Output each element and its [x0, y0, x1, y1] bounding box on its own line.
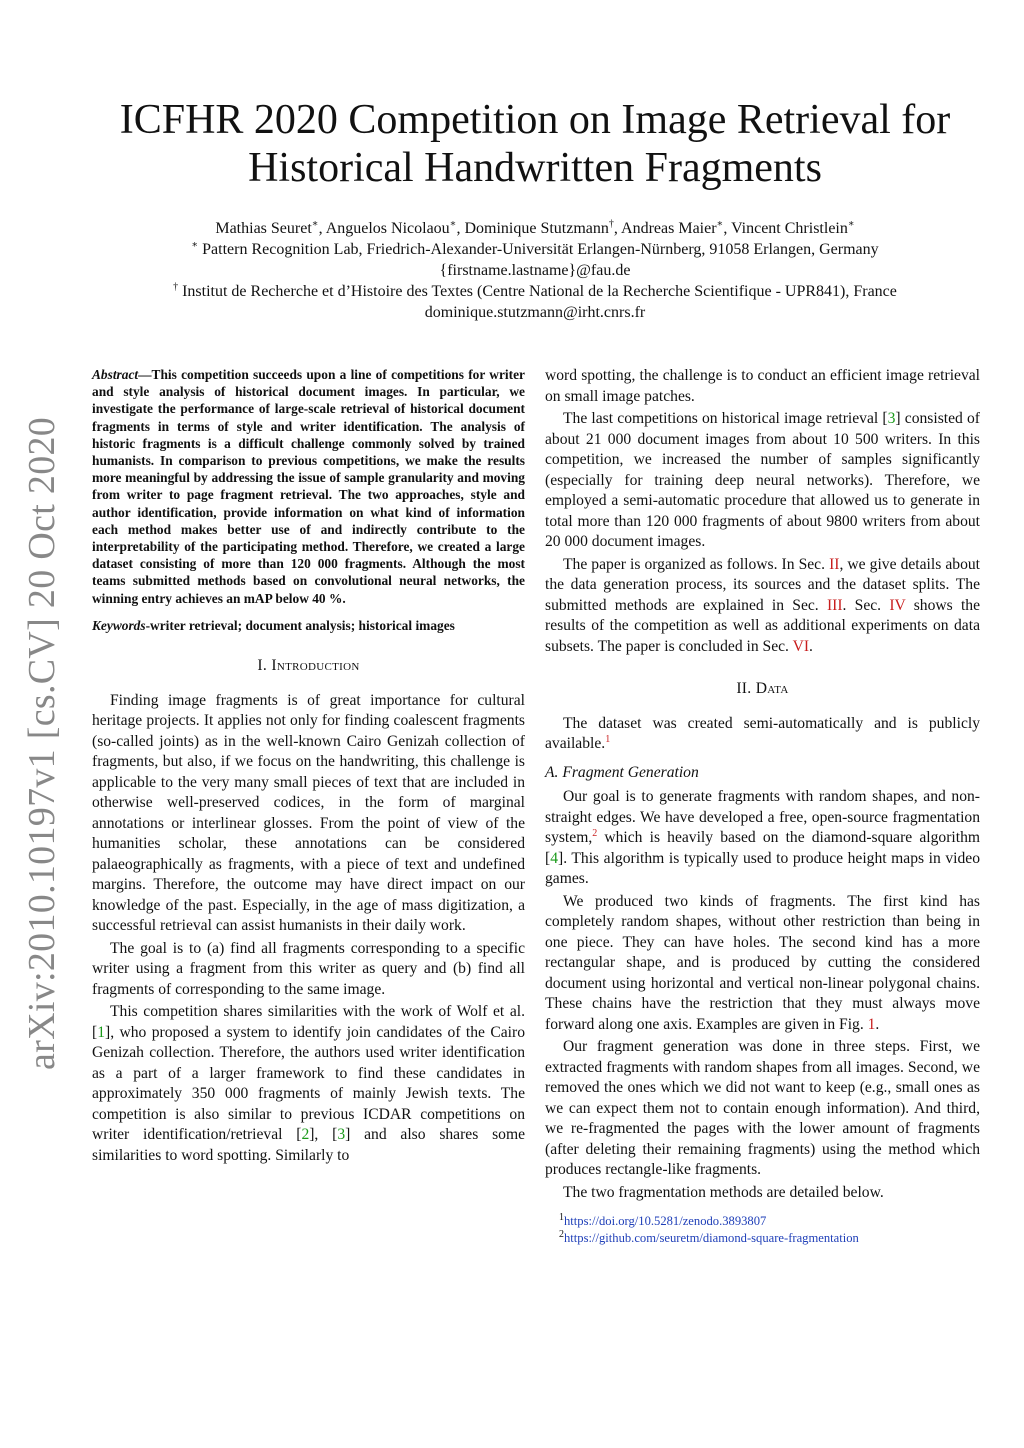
section-link[interactable]: III [826, 596, 843, 614]
footnote-link[interactable]: 2 [592, 827, 598, 839]
author-name: Vincent Christlein [731, 220, 848, 237]
footnotes [545, 1213, 980, 1247]
title-line-1: ICFHR 2020 Competition on Image Retrieval for [119, 97, 951, 143]
author-name: Anguelos Nicolaou [325, 220, 450, 237]
subsection-heading-fragment-generation: A. Fragment Generation [545, 763, 699, 781]
author-list: Mathias Seuret∗, Anguelos Nicolaou∗, Dominique Stutzmann†, Andreas Maier∗, Vincent Christlein∗ [215, 218, 855, 237]
paragraph: The dataset was created semi-automatically and is publicly available.$^1$ [545, 714, 980, 752]
title-line-2: Historical Handwritten Fragments [248, 145, 822, 191]
section-link[interactable]: VI [792, 637, 810, 655]
arxiv-identifier: arXiv:2010.10197v1 [cs.CV] 20 Oct 2020 [21, 416, 63, 1070]
footnote-url-link[interactable]: https://doi.org/10.5281/zenodo.3893807 [564, 1214, 767, 1228]
paragraph: Our goal is to generate fragments with random shapes, and non-straight edges. We have developed a free, open-source fragmentation system,$^2$ which is heavily based on the diamond-square algorithm [4]. This algorithm is typically used to produce height maps in video games. [545, 788, 980, 887]
footnote-link[interactable]: 1 [605, 733, 611, 745]
section-link[interactable]: II [829, 555, 840, 573]
abstract-label: Abstract [92, 367, 139, 382]
citation-link[interactable]: 3 [887, 410, 896, 427]
abstract: Abstract—This competition succeeds upon a line of competitions for writer and style analysis of historical document images. In particular, we investigate the performance of large-scale retrieval of historical document fragments in terms of style and writer identification. The analysis of historic fragments is a difficult challenge commonly solved by trained humanists. In comparison to previous competitions, we make the results more meaningful by addressing the issue of sample granularity and moving from writer to page fragment retrieval. The two approaches, style and author identification, provide information on what kind of information each method makes better use of and indirectly contribute to the interpretability of the participating method. Therefore, we created a large dataset consisting of more than 120 000 fragments. Although the most teams submitted methods based on convolutional neural networks, the winning entry achieves an mAP below 40 %. [92, 367, 525, 606]
paper-title [80, 96, 990, 192]
keywords-label: Keywords [92, 617, 146, 633]
footnote-1: $^1$https://doi.org/10.5281/zenodo.3893807 [559, 1211, 767, 1228]
paragraph: We produced two kinds of fragments. The first kind has completely random shapes, without other restriction than being in one piece. They can have holes. The second kind has a more rectangular shape, and is produced by cutting the considered document using horizontal and vertical non-linear polygonal chains. These chains have the restriction that they must always move forward along one axis. Examples are given in Fig. 1. [545, 892, 980, 1033]
citation-link[interactable]: 4 [550, 849, 558, 867]
footnote-url-link[interactable]: https://github.com/seuretm/diamond-square-fragmentation [564, 1231, 859, 1245]
paragraph: The goal is to (a) find all fragments corresponding to a specific writer using a fragment from this writer as query and (b) find all fragments of corresponding to the same image. [92, 939, 525, 998]
paragraph: Finding image fragments is of great importance for cultural heritage projects. It applies not only for finding coalescent fragments (so-called joints) as in the well-known Cairo Genizah collection of fragments, but also, if we focus on the handwriting, this challenge is applicable to the very many small pieces of text that are included in otherwise well-preserved codices, in the form of marginal annotations or interlinear glosses. From the point of view of the humanities scholar, these annotations can be considered palaeographically as fragments, with a piece of text and undefined margins. Therefore, the outcome may have direct impact on our knowledge of the past. Especially, in the age of mass digitization, a successful retrieval can assist humanists in their daily work. [92, 691, 525, 935]
citation-link[interactable]: 1 [97, 1023, 105, 1041]
paragraph: The last competitions on historical image retrieval [3] consisted of about 21 000 document images from about 10 500 writers. In this competition, we increased the number of samples significantly (especially for training deep neural networks). Therefore, we employed a semi-automatic procedure that allowed us to generate in total more than 120 000 fragments of about 9800 writers from about 20 000 document images. [545, 410, 980, 550]
affiliation-2: † Institut de Recherche et d’Histoire des Textes (Centre National de la Recherche Scientifique - UPR841), France [173, 281, 897, 300]
keywords [92, 617, 525, 634]
author-block [90, 218, 980, 323]
abstract-text: This competition succeeds upon a line of competitions for writer and style analysis of historical document images. In particular, we investigate the performance of large-scale retrieval of historical document fragments in terms of style and writer identification. The analysis of historic fragments is a difficult challenge commonly solved by trained humanists. In comparison to previous competitions, we make the results more meaningful by addressing the issue of sample granularity and moving from writer to page fragment retrieval. The two approaches, style and author identification, provide information on what kind of information each method makes better use of and indirectly contribute to the interpretability of the participating method. Therefore, we created a large dataset consisting of more than 120 000 fragments. Although the most teams submitted methods based on convolutional neural networks, the winning entry achieves an mAP below 40 %. [92, 367, 525, 606]
section-heading-data: II. Data [736, 680, 789, 697]
figure-link[interactable]: 1 [867, 1015, 876, 1033]
paragraph: The paper is organized as follows. In Sec. II, we give details about the data generation process, its sources and the dataset splits. The submitted methods are explained in Sec. III. Sec. IV shows the results of the competition as well as additional experiments on data subsets. The paper is concluded in Sec. VI. [545, 555, 981, 655]
keywords-text: -writer retrieval; document analysis; historical images [145, 617, 455, 633]
paragraph: The two fragmentation methods are detailed below. [563, 1183, 884, 1201]
paragraph: word spotting, the challenge is to conduct an efficient image retrieval on small image patches. [545, 367, 980, 405]
footnote-2: $^2$https://github.com/seuretm/diamond-square-fragmentation [559, 1228, 859, 1245]
author-name: Dominique Stutzmann [464, 220, 609, 237]
email-1: {firstname.lastname}@fau.de [439, 262, 631, 279]
paragraph: Our fragment generation was done in three steps. First, we extracted fragments with random shapes from all images. Second, we removed the ones which we did not want to keep (e.g., small ones as we can expect them not to contain enough information). And third, we re-fragmented the pages with the lower amount of fragments (after deleting their remaining fragments) using the method which produces rectangle-like fragments. [545, 1038, 980, 1178]
author-name: Mathias Seuret [215, 220, 312, 237]
citation-link[interactable]: 2 [301, 1126, 310, 1144]
left-column [92, 366, 525, 1168]
email-2: dominique.stutzmann@irht.cnrs.fr [424, 304, 646, 321]
author-name: Andreas Maier [621, 220, 717, 237]
section-heading-introduction: I. Introduction [257, 657, 360, 675]
right-column [545, 366, 980, 1247]
section-link[interactable]: IV [889, 596, 906, 614]
paragraph: This competition shares similarities with the work of Wolf et al. [1], who proposed a system to identify join candidates of the Cairo Genizah collection. Therefore, the authors used writer identification as a part of a larger framework to find these candidates in approximately 350 000 fragments of mainly Jewish texts. The competition is also similar to previous ICDAR competitions on writer identification/retrieval [2], [3] and also shares some similarities to word spotting. Similarly to [92, 1003, 525, 1164]
affiliation-1: ∗ Pattern Recognition Lab, Friedrich-Alexander-Universität Erlangen-Nürnberg, 91058 Erlangen, Germany [191, 239, 879, 258]
citation-link[interactable]: 3 [337, 1126, 346, 1144]
